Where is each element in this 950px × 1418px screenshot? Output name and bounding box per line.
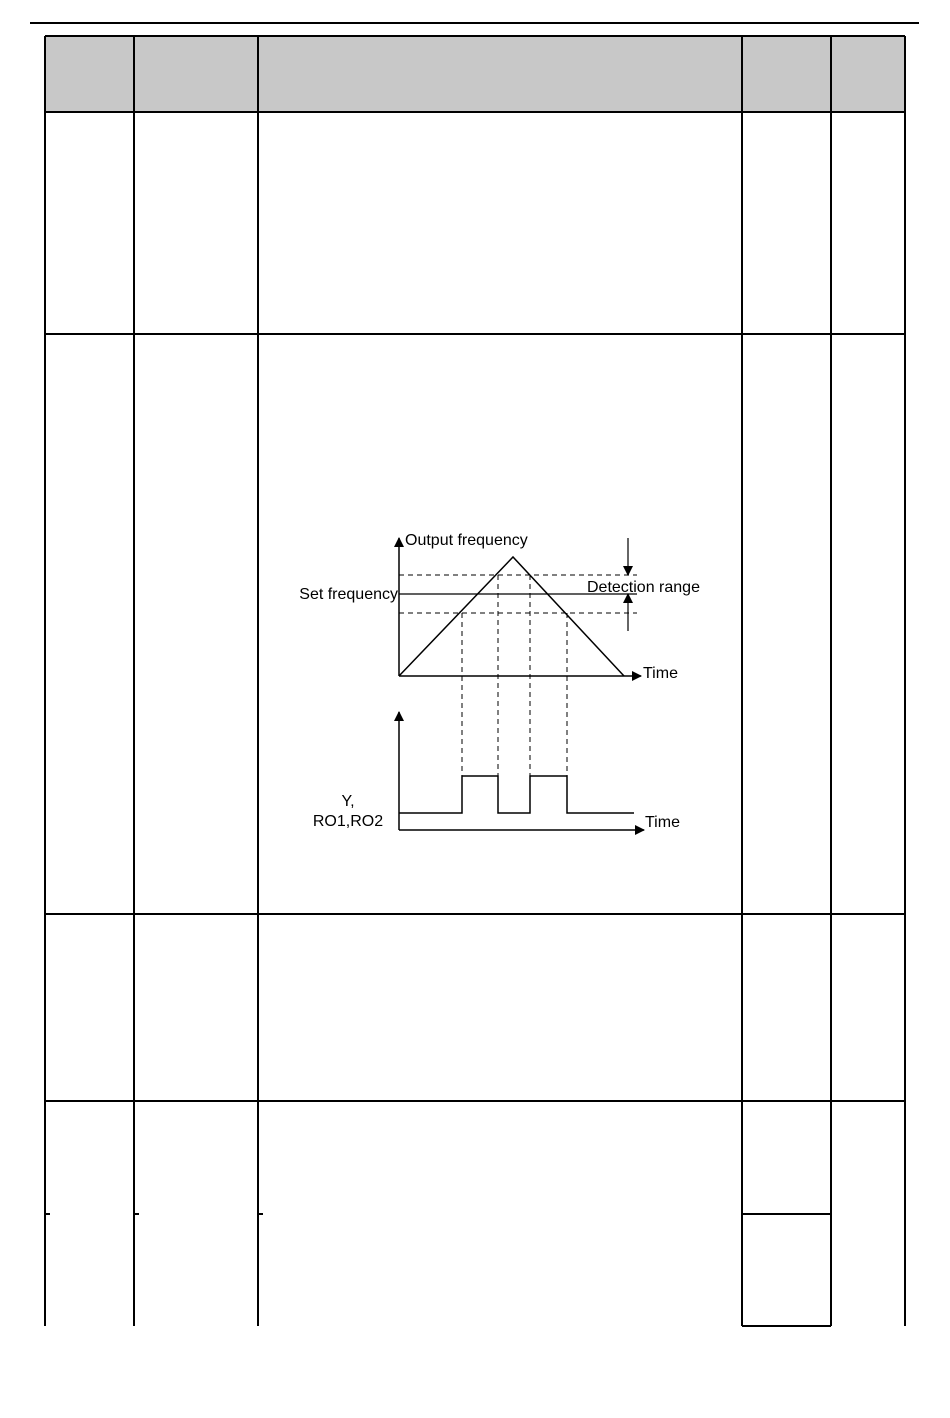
output-pulse-waveform	[399, 776, 634, 813]
time-label-top: Time	[643, 665, 678, 682]
set-frequency-label: Set frequency	[299, 586, 398, 603]
table-header-row	[45, 36, 905, 112]
output-label-relays: RO1,RO2	[312, 813, 384, 830]
parameter-table	[45, 36, 905, 1326]
output-label-y: Y,	[341, 793, 355, 810]
detection-range-label: Detection range	[587, 579, 700, 596]
time-label-bottom: Time	[645, 814, 680, 831]
frequency-detection-diagram	[299, 532, 700, 831]
output-frequency-label: Output frequency	[405, 532, 528, 549]
